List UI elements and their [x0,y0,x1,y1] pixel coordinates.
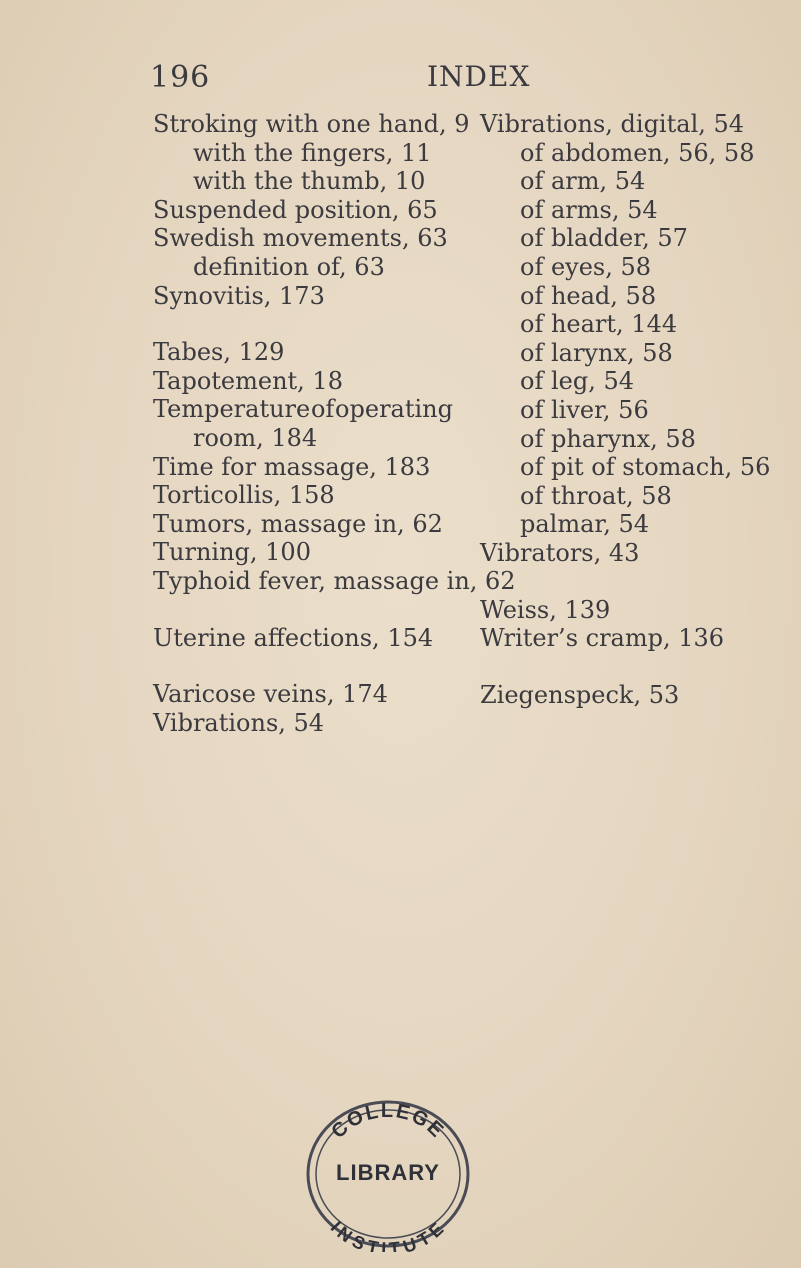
index-entry-word: Temperature [153,395,311,424]
index-subentry: of head, 58 [520,281,657,310]
index-entry-word: of [310,395,335,424]
entry-spacer [153,310,463,338]
index-entry [153,395,453,424]
index-subentry: of heart, 144 [520,310,678,339]
index-subentry: with the thumb, 10 [193,167,426,196]
index-column-left [153,110,516,737]
index-entry: Writer’s cramp, 136 [480,624,725,653]
index-entry: Vibrators, 43 [480,538,640,567]
index-entry-word: operating [335,395,453,424]
index-entry: Varicose veins, 174 [153,680,388,709]
index-subentry: of eyes, 58 [520,252,652,281]
index-subentry: of arm, 54 [520,167,646,196]
index-subentry: of bladder, 57 [520,224,688,253]
index-entry: Tabes, 129 [153,338,285,367]
index-entry: Suspended position, 65 [153,195,438,224]
index-subentry: room, 184 [193,423,318,452]
stamp-center-label: LIBRARY [336,1160,440,1185]
stamp-top-arc: COLLEGE [327,1099,449,1143]
index-entry: Vibrations, digital, 54 [480,110,745,138]
index-entry: Time for massage, 183 [153,452,431,481]
index-entry: Synovitis, 173 [153,281,325,310]
index-subentry: with the fingers, 11 [193,138,432,167]
index-entry: Vibrations, 54 [153,708,325,737]
index-entry: Turning, 100 [153,538,311,567]
index-subentry: of pharynx, 58 [520,424,696,453]
index-subentry: of pit of stomach, 56 [520,453,771,482]
index-subentry: of larynx, 58 [520,338,673,367]
index-entry: Stroking with one hand, 9 [153,110,470,138]
entry-spacer [153,596,463,624]
index-subentry: of throat, 58 [520,481,672,510]
index-entry: Tapotement, 18 [153,366,343,395]
index-entry: Torticollis, 158 [153,481,335,510]
stamp-bottom-arc: INSTITUTE [326,1217,449,1252]
index-entry: Swedish movements, 63 [153,224,448,253]
index-entry: Typhoid fever, massage in, 62 [153,566,516,595]
entry-spacer [480,653,780,681]
entry-spacer [480,568,780,596]
index-subentry: of leg, 54 [520,367,634,396]
index-subentry: definition of, 63 [193,252,385,281]
index-subentry: of arms, 54 [520,195,658,224]
index-entry: Uterine affections, 154 [153,623,434,652]
index-entry: Weiss, 139 [480,595,611,624]
page-number: 196 [150,60,211,95]
index-column-right [480,110,780,709]
running-head: INDEX [427,60,531,93]
index-subentry: of abdomen, 56, 58 [520,138,755,167]
index-entry: Tumors, massage in, 62 [153,509,443,538]
index-entry: Ziegenspeck, 53 [480,680,680,709]
entry-spacer [153,652,463,680]
index-subentry: of liver, 56 [520,395,649,424]
index-subentry: palmar, 54 [520,510,650,539]
library-stamp [298,1092,478,1252]
